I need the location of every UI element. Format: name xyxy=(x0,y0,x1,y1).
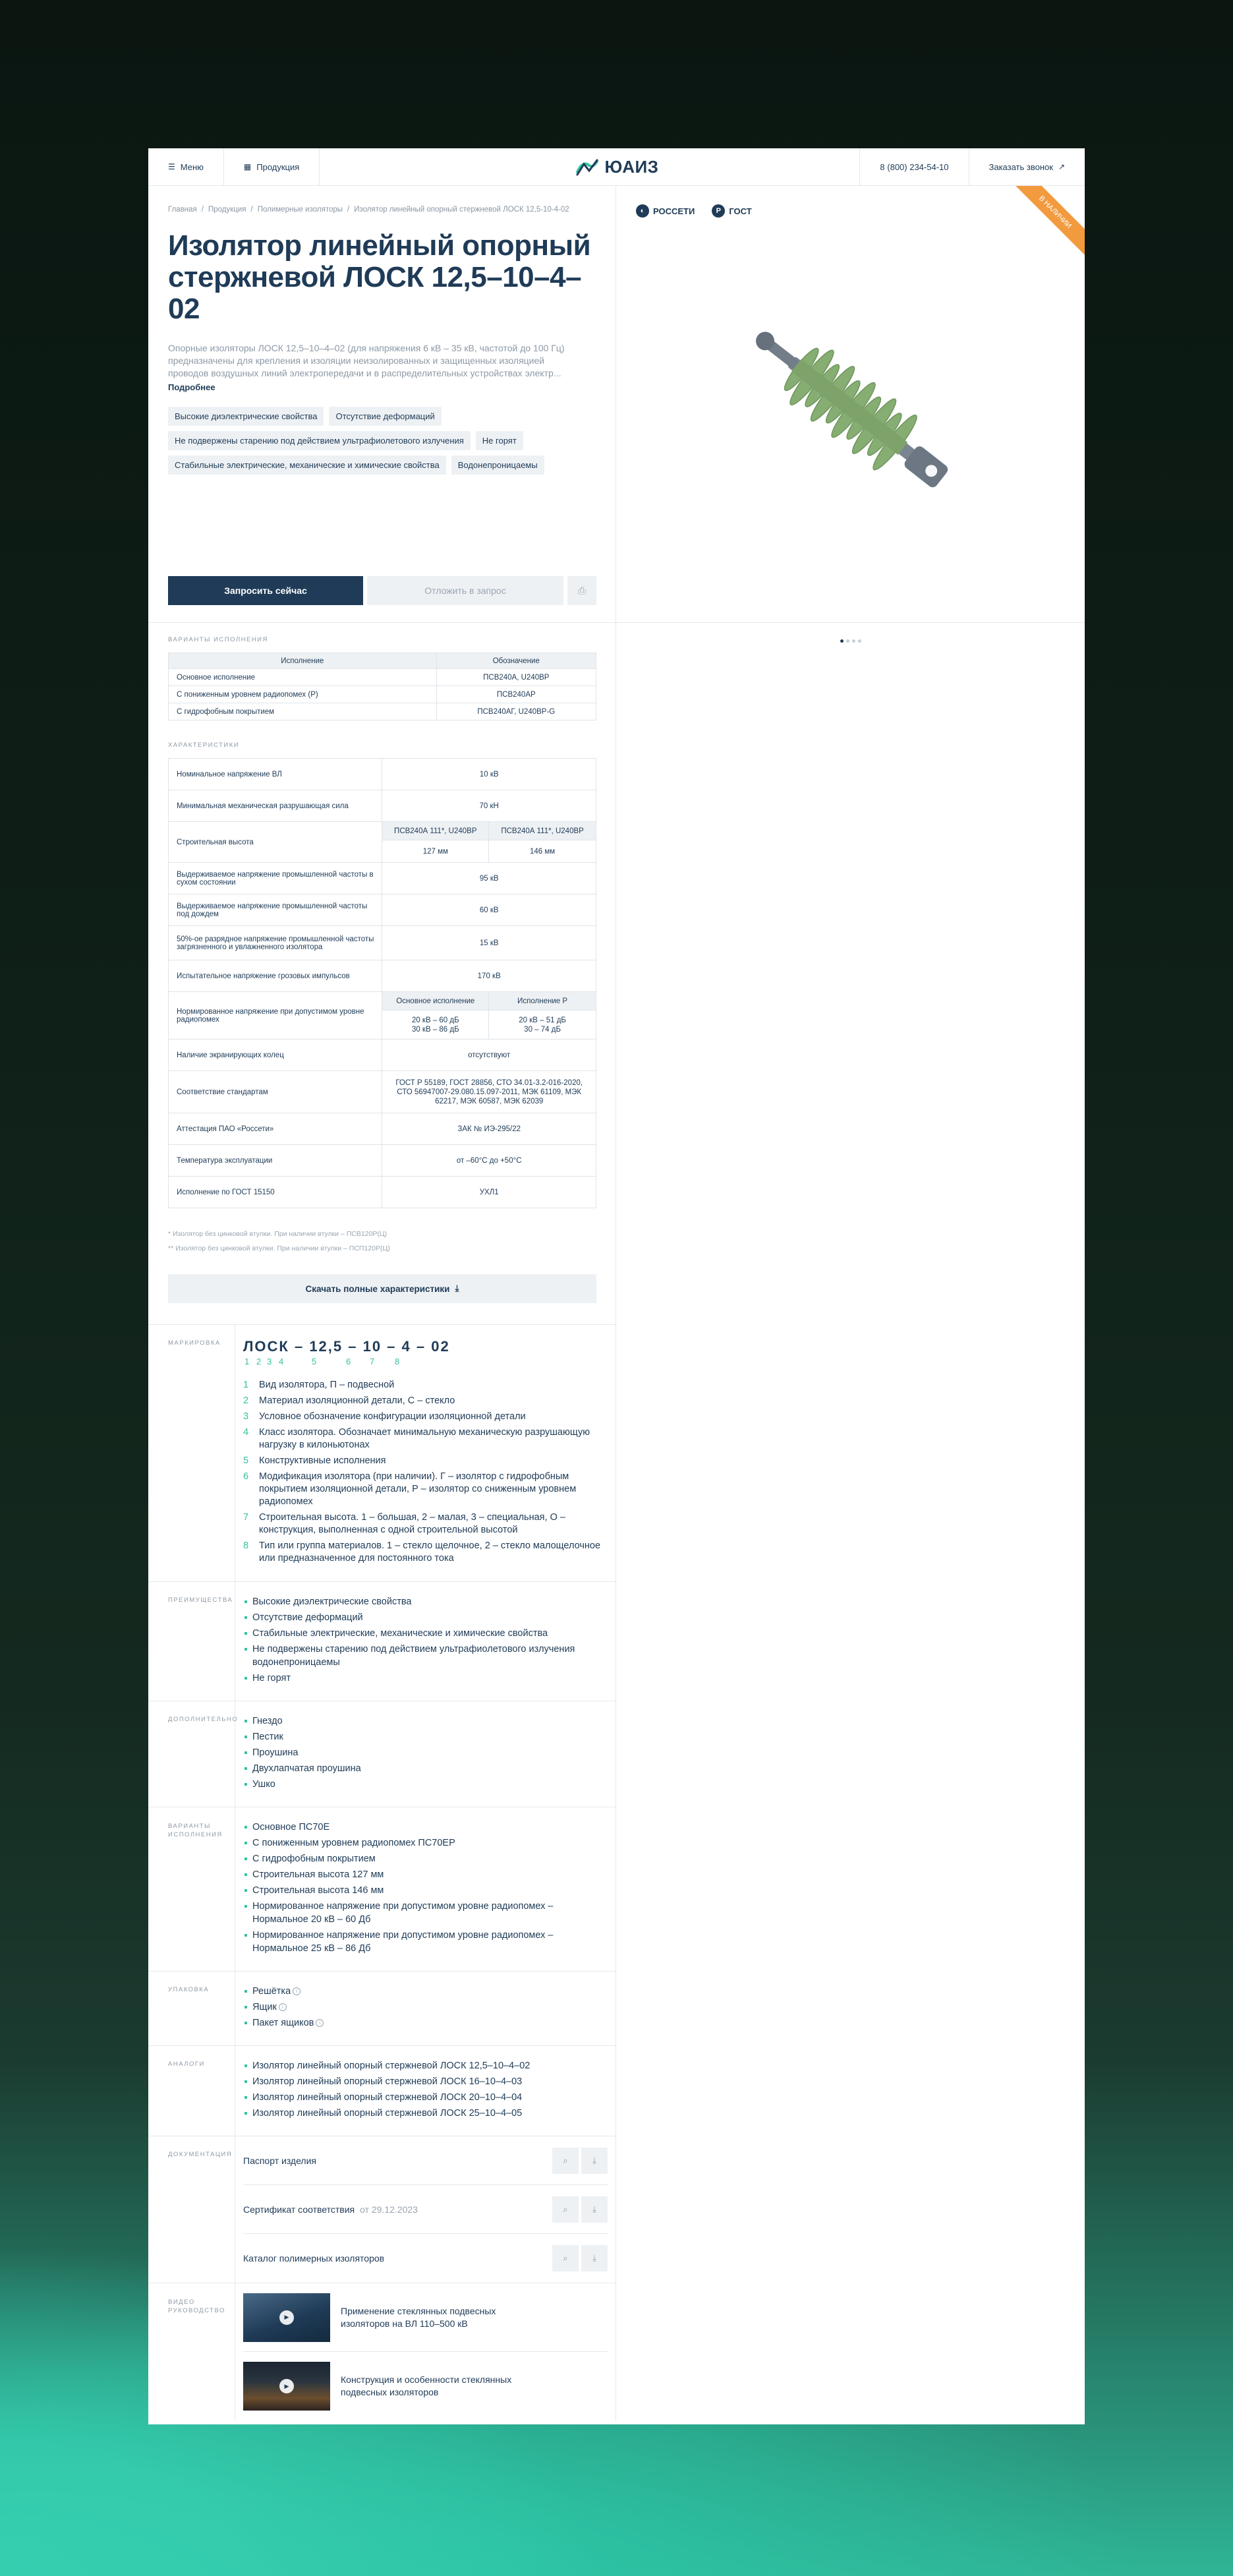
table-row xyxy=(169,863,596,894)
document-actions xyxy=(552,2245,608,2271)
product-image[interactable] xyxy=(728,305,979,515)
table-row xyxy=(169,1177,596,1208)
breadcrumb-products[interactable]: Продукция xyxy=(208,206,246,214)
table-cell: Выдерживаемое напряжение промышленной частоты под дождем xyxy=(169,894,382,926)
videos-body xyxy=(235,2283,616,2420)
download-button[interactable] xyxy=(581,2245,608,2271)
marking-code: ЛОСК – 12,5 – 10 – 4 – 02 xyxy=(243,1338,450,1355)
analogs-list xyxy=(243,2059,608,2120)
print-icon: ⎙ xyxy=(577,585,586,597)
download-icon: ⤓ xyxy=(592,2253,596,2263)
list-item xyxy=(243,2016,608,2030)
advantages-list xyxy=(243,1595,608,1685)
download-icon: ⤓ xyxy=(455,1283,459,1293)
zoom-icon: ⌕ xyxy=(563,2253,568,2263)
table-cell: ЗАК № ИЭ-295/22 xyxy=(382,1113,596,1145)
table-row xyxy=(169,686,596,703)
variants-list-section xyxy=(148,1807,616,1971)
analogs-body xyxy=(235,2046,616,2136)
variants-table xyxy=(168,653,596,720)
play-icon: ▶ xyxy=(279,2379,294,2393)
item-text: Ящик xyxy=(252,2002,277,2012)
list-item xyxy=(243,1379,608,1391)
gost-icon: Р xyxy=(712,204,725,218)
download-icon: ⤓ xyxy=(592,2204,596,2214)
packing-body xyxy=(235,1972,616,2045)
list-item: С гидрофобным покрытием xyxy=(243,1852,608,1865)
table-cell: Выдерживаемое напряжение промышленной частоты в сухом состоянии xyxy=(169,863,382,894)
site-logo[interactable] xyxy=(575,148,659,186)
product-gallery xyxy=(616,186,1085,622)
marking-num: 6 xyxy=(346,1357,353,1366)
product-details xyxy=(148,623,616,2420)
table-row xyxy=(169,822,596,840)
cell-line: 30 кВ – 86 дБ xyxy=(411,1025,459,1034)
item-number: 1 xyxy=(243,1380,249,1390)
gallery-dot[interactable] xyxy=(852,639,855,643)
feature-tag: Отсутствие деформаций xyxy=(329,407,441,426)
video-title[interactable]: Применение стеклянных подвесных изоляторов на ВЛ 110–500 кВ xyxy=(341,2305,496,2329)
list-item xyxy=(243,1511,608,1537)
table-cell: Строительная высота xyxy=(169,822,382,863)
video-item[interactable] xyxy=(243,2352,608,2420)
footnote: ** Изолятор без цинковой втулки. При наличии втулки – ПСП120Р(Ц) xyxy=(168,1244,390,1252)
marking-index xyxy=(243,1357,608,1368)
preview-button[interactable] xyxy=(552,2148,579,2174)
document-row xyxy=(243,2234,608,2283)
section-label: ХАРАКТЕРИСТИКИ xyxy=(168,742,240,749)
feature-tag: Водонепроницаемы xyxy=(451,455,544,475)
play-icon: ▶ xyxy=(279,2310,294,2325)
document-row xyxy=(243,2136,608,2185)
rosseti-icon: ◐ xyxy=(636,204,649,218)
table-row xyxy=(169,894,596,926)
item-number: 6 xyxy=(243,1471,249,1482)
list-item xyxy=(243,2001,608,2014)
info-icon[interactable]: i xyxy=(293,1987,301,1995)
table-cell: Нормированное напряжение при допустимом уровне радиопомех xyxy=(169,992,382,1039)
marking-num: 7 xyxy=(370,1357,376,1366)
list-item: Не горят xyxy=(243,1672,608,1685)
item-text: Материал изоляционной детали, С – стекло xyxy=(259,1395,455,1406)
list-item xyxy=(243,1395,608,1407)
document-actions xyxy=(552,2148,608,2174)
table-cell: 10 кВ xyxy=(382,759,596,790)
document-name[interactable]: Сертификат соответствия xyxy=(243,2204,355,2215)
document-date: от 29.12.2023 xyxy=(360,2204,418,2215)
gallery-dot[interactable] xyxy=(840,639,844,643)
cell-line: 30 – 74 дБ xyxy=(524,1025,561,1034)
list-item: Нормированное напряжение при допустимом уровне радиопомех – Нормальное 20 кВ – 60 Дб xyxy=(243,1900,608,1926)
table-cell: 146 мм xyxy=(489,840,596,863)
rosseti-label: РОССЕТИ xyxy=(653,206,695,216)
characteristics-table xyxy=(168,758,596,1208)
item-text: Конструктивные исполнения xyxy=(259,1455,386,1466)
menu-icon: ☰ xyxy=(168,162,175,171)
documents-section xyxy=(148,2136,616,2283)
column-header: Исполнение xyxy=(169,653,437,669)
section-label: АНАЛОГИ xyxy=(148,2046,235,2136)
table-cell: Испытательное напряжение грозовых импульсов xyxy=(169,960,382,992)
table-cell: Аттестация ПАО «Россети» xyxy=(169,1113,382,1145)
item-number: 2 xyxy=(243,1395,249,1406)
table-cell: Основное исполнение xyxy=(169,669,437,686)
item-text: Условное обозначение конфигурации изоляционной детали xyxy=(259,1411,526,1422)
advantages-section xyxy=(148,1581,616,1701)
characteristics-section xyxy=(148,720,616,1303)
advantages-body xyxy=(235,1582,616,1701)
breadcrumb: Главная / Продукция / Полимерные изоляторы / Изолятор линейный опорный стержневой ЛОСК 12,5-10-4-02 xyxy=(168,206,569,214)
download-label: Скачать полные характеристики xyxy=(305,1283,450,1294)
gallery-dots xyxy=(840,639,861,643)
callback-button[interactable] xyxy=(969,148,1085,186)
table-cell: Температура эксплуатации xyxy=(169,1145,382,1177)
analogs-section xyxy=(148,2045,616,2136)
table-row xyxy=(169,1113,596,1145)
table-cell: отсутствуют xyxy=(382,1039,596,1071)
table-cell xyxy=(489,1010,596,1039)
section-label: ДОКУМЕНТАЦИЯ xyxy=(148,2136,235,2283)
feature-tag: Высокие диэлектрические свойства xyxy=(168,407,324,426)
table-cell: Соответствие стандартам xyxy=(169,1071,382,1113)
info-icon[interactable]: i xyxy=(279,2003,287,2011)
list-item: Строительная высота 146 мм xyxy=(243,1884,608,1897)
table-cell: 95 кВ xyxy=(382,863,596,894)
callback-label: Заказать звонок xyxy=(989,161,1053,172)
extras-section xyxy=(148,1701,616,1807)
product-description: Опорные изоляторы ЛОСК 12,5–10–4–02 (для напряжения 6 кВ – 35 кВ, частотой до 100 Гц) предназначены для крепления и изоляции неизолированных и защищенных изоляцией проводов воздушных линий электропередачи и в распределительных устройствах электр... xyxy=(168,343,565,378)
ribbon-label: В НАЛИЧИИ xyxy=(1012,186,1085,258)
footnote: * Изолятор без цинковой втулки. При наличии втулки – ПСВ120Р(Ц) xyxy=(168,1230,387,1238)
table-cell: Минимальная механическая разрушающая сила xyxy=(169,790,382,822)
table-cell: УХЛ1 xyxy=(382,1177,596,1208)
table-cell: Наличие экранирующих колец xyxy=(169,1039,382,1071)
section-label: ВАРИАНТЫ ИСПОЛНЕНИЯ xyxy=(148,1807,235,1971)
analog-link[interactable]: Изолятор линейный опорный стержневой ЛОСК 25–10–4–05 xyxy=(243,2107,608,2120)
table-row xyxy=(169,992,596,1010)
arrow-up-right-icon: ↗ xyxy=(1058,162,1065,171)
table-cell: ПСВ240А 111*, U240ВР xyxy=(489,822,596,840)
list-item xyxy=(243,1426,608,1451)
marking-num: 4 xyxy=(279,1357,285,1366)
variants-list-body xyxy=(235,1807,616,1971)
info-icon[interactable]: i xyxy=(316,2019,324,2027)
page-title: Изолятор линейный опорный стержневой ЛОСК 12,5–10–4–02 xyxy=(168,229,591,325)
section-label: ВИДЕО РУКОВОДСТВО xyxy=(148,2283,235,2420)
table-cell: ПСВ240А, U240ВР xyxy=(436,669,596,686)
list-item: Двухлапчатая проушина xyxy=(243,1762,608,1775)
products-label: Продукция xyxy=(256,161,300,172)
marking-num: 5 xyxy=(312,1357,318,1366)
video-item[interactable] xyxy=(243,2283,608,2352)
list-item xyxy=(243,1411,608,1423)
item-number: 4 xyxy=(243,1427,249,1438)
download-button[interactable] xyxy=(581,2148,608,2174)
list-item xyxy=(243,1471,608,1508)
breadcrumb-current: Изолятор линейный опорный стержневой ЛОСК 12,5-10-4-02 xyxy=(354,206,569,214)
video-thumbnail[interactable] xyxy=(243,2362,330,2411)
packing-list xyxy=(243,1985,608,2030)
list-item: Строительная высота 127 мм xyxy=(243,1868,608,1881)
table-cell: 127 мм xyxy=(382,840,489,863)
list-item: Не подвержены старению под действием ультрафиолетового излучения водонепроницаемы xyxy=(243,1643,608,1669)
table-cell: 60 кВ xyxy=(382,894,596,926)
certification-badges xyxy=(636,204,752,218)
cell-line: 20 кВ – 60 дБ xyxy=(411,1016,459,1024)
table-cell: 50%-ое разрядное напряжение промышленной частоты загрязненного и увлажненного изолятора xyxy=(169,926,382,960)
item-text: Тип или группа материалов. 1 – стекло щелочное, 2 – стекло малощелочное или предназначенное для постоянного тока xyxy=(259,1540,601,1564)
zoom-icon: ⌕ xyxy=(563,2204,568,2214)
marking-legend xyxy=(243,1379,608,1565)
site-header xyxy=(148,148,1085,186)
marking-num: 1 xyxy=(244,1357,251,1366)
analog-link[interactable]: Изолятор линейный опорный стержневой ЛОСК 16–10–4–03 xyxy=(243,2075,608,2088)
table-cell: ГОСТ Р 55189, ГОСТ 28856, СТО 34.01-3.2-016-2020, СТО 56947007-29.080.15.097-2011, МЭК 61109, МЭК 62217, МЭК 60587, МЭК 62039 xyxy=(382,1071,596,1113)
product-actions xyxy=(168,576,596,605)
phone-link[interactable] xyxy=(859,148,968,186)
item-number: 3 xyxy=(243,1411,249,1422)
marking-num: 3 xyxy=(267,1357,273,1366)
item-number: 8 xyxy=(243,1540,249,1551)
table-row xyxy=(169,960,596,992)
download-icon: ⤓ xyxy=(592,2155,596,2165)
table-cell: Номинальное напряжение ВЛ xyxy=(169,759,382,790)
list-item: Высокие диэлектрические свойства xyxy=(243,1595,608,1608)
table-cell: 170 кВ xyxy=(382,960,596,992)
footnotes xyxy=(168,1227,596,1256)
documents-body xyxy=(235,2136,616,2283)
video-thumbnail[interactable] xyxy=(243,2293,330,2342)
extras-body xyxy=(235,1701,616,1807)
section-label: ПРЕИМУЩЕСТВА xyxy=(148,1582,235,1701)
availability-ribbon xyxy=(1012,186,1085,258)
extras-list xyxy=(243,1714,608,1791)
document-row xyxy=(243,2185,608,2234)
preview-button[interactable] xyxy=(552,2245,579,2271)
item-number: 7 xyxy=(243,1512,249,1523)
table-row xyxy=(169,1145,596,1177)
video-title[interactable]: Конструкция и особенности стеклянных подвесных изоляторов xyxy=(341,2374,512,2397)
document-name[interactable]: Паспорт изделия xyxy=(243,2155,316,2166)
variants-section xyxy=(148,623,616,720)
variants-list xyxy=(243,1821,608,1955)
gallery-dot[interactable] xyxy=(846,639,849,643)
list-item: Ушко xyxy=(243,1778,608,1791)
product-page xyxy=(148,148,1085,2424)
list-item xyxy=(243,1455,608,1467)
document-name[interactable]: Каталог полимерных изоляторов xyxy=(243,2253,385,2264)
logo-text: ЮАИЗ xyxy=(604,157,659,177)
preview-button[interactable] xyxy=(552,2196,579,2223)
menu-button[interactable] xyxy=(148,148,224,186)
feature-tag: Стабильные электрические, механические и химические свойства xyxy=(168,455,446,475)
document-actions xyxy=(552,2196,608,2223)
table-cell: Исполнение по ГОСТ 15150 xyxy=(169,1177,382,1208)
feature-tag: Не подвержены старению под действием ультрафиолетового излучения xyxy=(168,431,471,450)
item-number: 5 xyxy=(243,1455,249,1466)
grid-icon: ▦ xyxy=(243,162,252,171)
table-row xyxy=(169,1071,596,1113)
table-cell: 15 кВ xyxy=(382,926,596,960)
header-right xyxy=(859,148,1085,186)
feature-tag: Не горят xyxy=(476,431,523,450)
download-button[interactable] xyxy=(581,2196,608,2223)
gost-badge xyxy=(712,204,751,218)
table-cell: ПСВ240АР xyxy=(436,686,596,703)
table-cell: С пониженным уровнем радиопомех (Р) xyxy=(169,686,437,703)
videos-section xyxy=(148,2283,616,2420)
table-row xyxy=(169,926,596,960)
list-item: Стабильные электрические, механические и химические свойства xyxy=(243,1627,608,1640)
table-cell: ПСВ240АГ, U240ВР-G xyxy=(436,703,596,720)
product-hero xyxy=(148,186,1085,623)
item-text: Вид изолятора, П – подвесной xyxy=(259,1380,395,1390)
packing-section xyxy=(148,1971,616,2045)
section-label: МАРКИРОВКА xyxy=(148,1325,235,1581)
table-row xyxy=(169,759,596,790)
zoom-icon: ⌕ xyxy=(563,2155,568,2165)
table-cell: Исполнение Р xyxy=(489,992,596,1010)
table-cell: ПСВ240А 111*, U240ВР xyxy=(382,822,489,840)
menu-label: Меню xyxy=(180,161,204,172)
item-text: Строительная высота. 1 – большая, 2 – малая, 3 – специальная, О – конструкция, выполненная с одной строительной высотой xyxy=(259,1512,565,1535)
marking-body xyxy=(235,1325,616,1581)
list-item: Основное ПС70Е xyxy=(243,1821,608,1834)
column-header: Обозначение xyxy=(436,653,596,669)
item-text: Пакет ящиков xyxy=(252,2018,314,2028)
list-item: Отсутствие деформаций xyxy=(243,1611,608,1624)
gallery-dot[interactable] xyxy=(858,639,861,643)
list-item: С пониженным уровнем радиопомех ПС70ЕР xyxy=(243,1836,608,1850)
analog-link[interactable]: Изолятор линейный опорный стержневой ЛОСК 20–10–4–04 xyxy=(243,2091,608,2104)
list-item xyxy=(243,1540,608,1565)
item-text: Решётка xyxy=(252,1986,291,1997)
list-item: Нормированное напряжение при допустимом уровне радиопомех – Нормальное 25 кВ – 86 Дб xyxy=(243,1929,608,1955)
download-specs-button[interactable] xyxy=(168,1274,596,1303)
item-text: Модификация изолятора (при наличии). Г – изолятор с гидрофобным покрытием изоляционной детали, Р – изолятор со сниженным уровнем радиопомех xyxy=(259,1471,577,1507)
section-label: ВАРИАНТЫ ИСПОЛНЕНИЯ xyxy=(168,636,268,643)
cell-line: 20 кВ – 51 дБ xyxy=(519,1016,566,1024)
item-text: Класс изолятора. Обозначает минимальную механическую разрушающую нагрузку в килоньютонах xyxy=(259,1427,590,1450)
table-cell xyxy=(382,1010,489,1039)
products-button[interactable] xyxy=(224,148,320,186)
list-item: Пестик xyxy=(243,1730,608,1743)
more-link[interactable]: Подробнее xyxy=(168,382,215,392)
print-button[interactable] xyxy=(567,576,596,605)
logo-icon xyxy=(575,159,600,176)
defer-request-button[interactable]: Отложить в запрос xyxy=(367,576,563,605)
table-row xyxy=(169,669,596,686)
marking-section xyxy=(148,1324,616,1581)
table-cell: от –60°C до +50°C xyxy=(382,1145,596,1177)
list-item xyxy=(243,1985,608,1998)
list-item: Проушина xyxy=(243,1746,608,1759)
marking-num: 2 xyxy=(256,1357,263,1366)
section-label: УПАКОВКА xyxy=(148,1972,235,2045)
breadcrumb-category[interactable]: Полимерные изоляторы xyxy=(257,206,343,214)
feature-tags xyxy=(168,407,596,475)
request-now-button[interactable]: Запросить сейчас xyxy=(168,576,363,605)
section-label: ДОПОЛНИТЕЛЬНО xyxy=(148,1701,235,1807)
gost-label: ГОСТ xyxy=(729,206,752,216)
phone-number: 8 (800) 234-54-10 xyxy=(880,161,949,172)
table-cell: Основное исполнение xyxy=(382,992,489,1010)
table-row xyxy=(169,703,596,720)
table-cell: С гидрофобным покрытием xyxy=(169,703,437,720)
rosseti-badge xyxy=(636,204,695,218)
list-item: Гнездо xyxy=(243,1714,608,1728)
product-summary xyxy=(148,186,616,622)
table-row xyxy=(169,790,596,822)
breadcrumb-home[interactable]: Главная xyxy=(168,206,197,214)
table-cell: 70 кН xyxy=(382,790,596,822)
table-row xyxy=(169,1039,596,1071)
analog-link[interactable]: Изолятор линейный опорный стержневой ЛОСК 12,5–10–4–02 xyxy=(243,2059,608,2072)
marking-num: 8 xyxy=(395,1357,401,1366)
